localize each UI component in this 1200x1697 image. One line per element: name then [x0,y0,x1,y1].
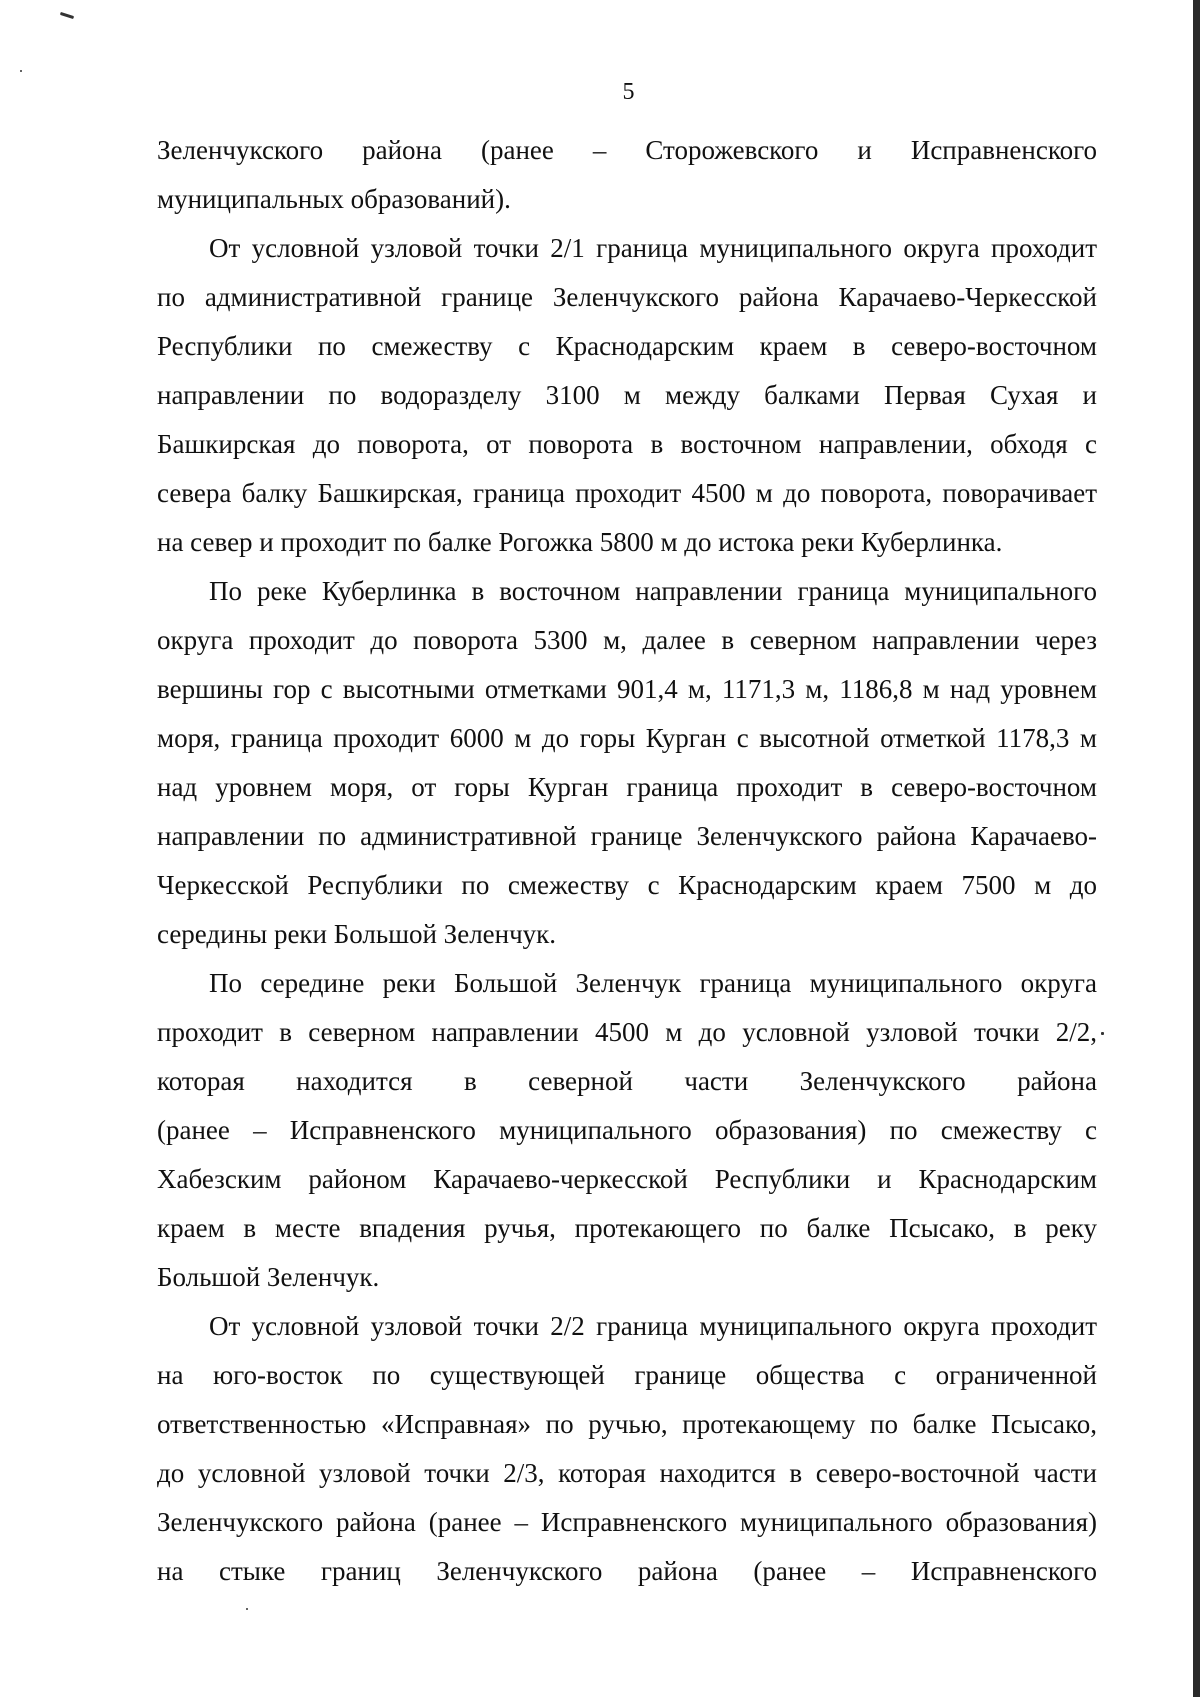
text-line: краем в месте впадения ручья, протекающего по балке Псысако, в реку [157,1213,1097,1243]
text-line: направлении по водоразделу 3100 м между балками Первая Сухая и [157,380,1097,410]
text-line: на юго-восток по существующей границе общества с ограниченной [157,1360,1097,1390]
text-line: муниципальных образований). [157,184,511,214]
text-line: до условной узловой точки 2/3, которая находится в северо-восточной части [157,1458,1097,1488]
scan-speck [1101,1032,1104,1035]
text-line: По реке Куберлинка в восточном направлении граница муниципального [209,576,1097,606]
text-line: середины реки Большой Зеленчук. [157,919,557,949]
text-line: направлении по административной границе Зеленчукского района Карачаево- [157,821,1097,851]
text-line: которая находится в северной части Зеленчукского района [157,1066,1097,1096]
text-line: От условной узловой точки 2/1 граница муниципального округа проходит [209,233,1097,263]
text-line: на север и проходит по балке Рогожка 5800 м до истока реки Куберлинка. [157,527,1003,557]
page-number: 5 [622,79,635,105]
scan-speck [20,70,22,72]
text-line: на стыке границ Зеленчукского района (ранее – Исправненского [157,1556,1097,1586]
text-line: по административной границе Зеленчукского района Карачаево-Черкесской [157,282,1097,312]
page-edge-shadow [1193,0,1200,1697]
text-line: ответственностью «Исправная» по ручью, протекающему по балке Псысако, [157,1409,1097,1439]
text-line: моря, граница проходит 6000 м до горы Курган с высотной отметкой 1178,3 м [157,723,1097,753]
text-line: Хабезским районом Карачаево-черкесской Республики и Краснодарским [157,1164,1097,1194]
text-line: округа проходит до поворота 5300 м, далее в северном направлении через [157,625,1097,655]
text-line: От условной узловой точки 2/2 граница муниципального округа проходит [209,1311,1097,1341]
text-line: Черкесской Республики по смежеству с Краснодарским краем 7500 м до [157,870,1097,900]
text-line: (ранее – Исправненского муниципального образования) по смежеству с [157,1115,1097,1145]
text-line: Зеленчукского района (ранее – Исправненского муниципального образования) [157,1507,1097,1537]
text-line: Башкирская до поворота, от поворота в восточном направлении, обходя с [157,429,1097,459]
text-line: По середине реки Большой Зеленчук граница муниципального округа [209,968,1097,998]
text-line: проходит в северном направлении 4500 м до условной узловой точки 2/2, [157,1017,1097,1047]
text-line: Большой Зеленчук. [157,1262,380,1292]
document-body [157,126,1097,1596]
text-line: над уровнем моря, от горы Курган граница проходит в северо-восточном [157,772,1097,802]
scan-speck [246,1608,248,1610]
text-line: вершины гор с высотными отметками 901,4 м, 1171,3 м, 1186,8 м над уровнем [157,674,1097,704]
text-line: Зеленчукского района (ранее – Сторожевского и Исправненского [157,135,1097,165]
text-line: Республики по смежеству с Краснодарским краем в северо-восточном [157,331,1097,361]
text-line: севера балку Башкирская, граница проходит 4500 м до поворота, поворачивает [157,478,1097,508]
scan-speck [60,12,74,19]
